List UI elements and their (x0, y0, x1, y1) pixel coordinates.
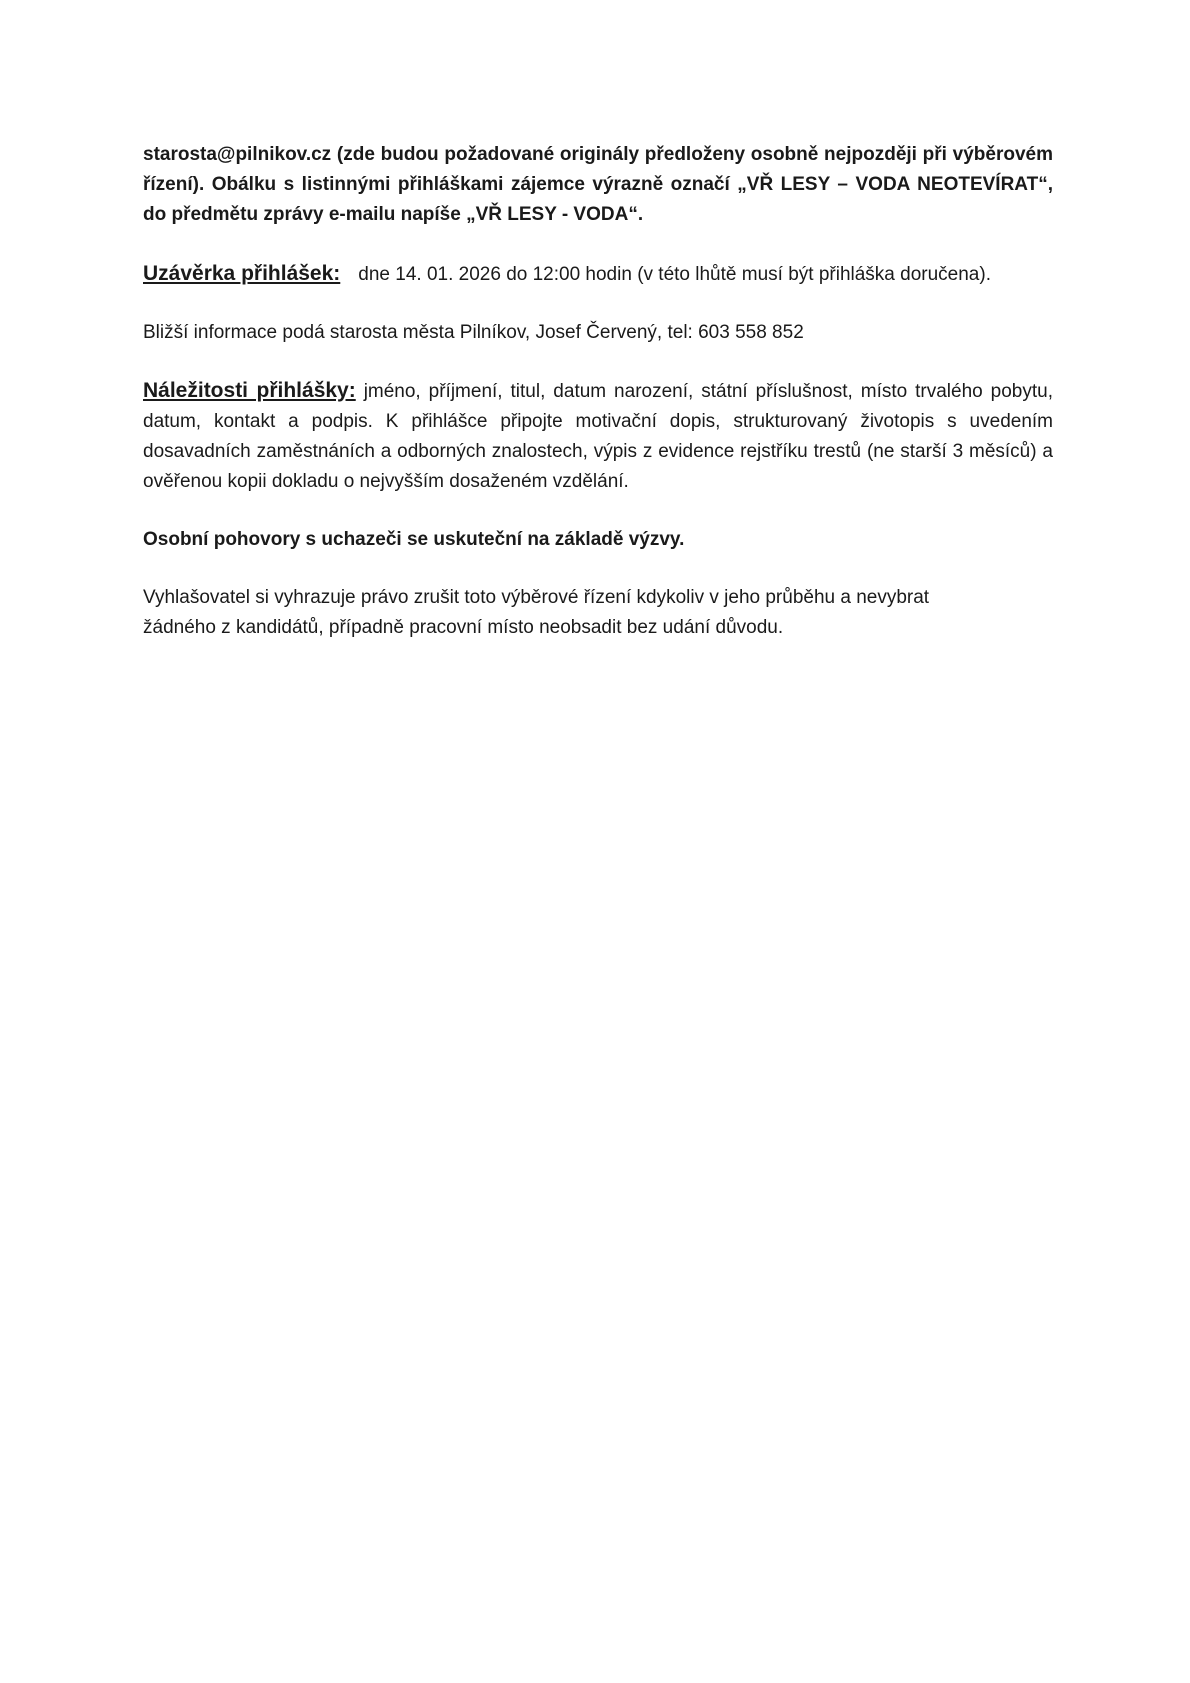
interviews-paragraph (143, 525, 1053, 555)
requirements-text: jméno, příjmení, titul, datum narození, státní příslušnost, místo trvalého pobytu, datum, kontakt a podpis. K přihlášce připojte motivační dopis, strukturovaný životopis s uvedením dosavadních zaměstnáních a odborných znalostech, výpis z evidence rejstříku trestů (ne starší 3 měsíců) a ověřenou kopii dokladu o nejvyšším dosaženém vzdělání. (143, 381, 1053, 492)
intro-text: starosta@pilnikov.cz (zde budou požadované originály předloženy osobně nejpozději při výběrovém řízení). Obálku s listinnými přihláškami zájemce výrazně označí „VŘ LESY – VODA NEOTEVÍRAT“, do předmětu zprávy e-mailu napíše „VŘ LESY - VODA“. (143, 144, 1053, 225)
contact-text: Bližší informace podá starosta města Pilníkov, Josef Červený, tel: 603 558 852 (143, 322, 804, 343)
deadline-value: dne 14. 01. 2026 do 12:00 hodin (v této lhůtě musí být přihláška doručena). (358, 264, 991, 285)
deadline-label: Uzávěrka přihlášek: (143, 262, 341, 285)
disclaimer-paragraph (143, 583, 1053, 643)
disclaimer-line-2: žádného z kandidátů, případně pracovní místo neobsadit bez udání důvodu. (143, 617, 784, 638)
interviews-text: Osobní pohovory s uchazeči se uskuteční na základě výzvy. (143, 529, 685, 550)
requirements-label: Náležitosti přihlášky: (143, 379, 356, 402)
requirements-paragraph (143, 376, 1053, 497)
contact-paragraph (143, 318, 1053, 348)
disclaimer-line-1: Vyhlašovatel si vyhrazuje právo zrušit toto výběrové řízení kdykoliv v jeho průběhu a nevybrat (143, 587, 930, 608)
document-page (143, 140, 1053, 643)
deadline-paragraph (143, 259, 1053, 290)
intro-paragraph (143, 140, 1053, 230)
